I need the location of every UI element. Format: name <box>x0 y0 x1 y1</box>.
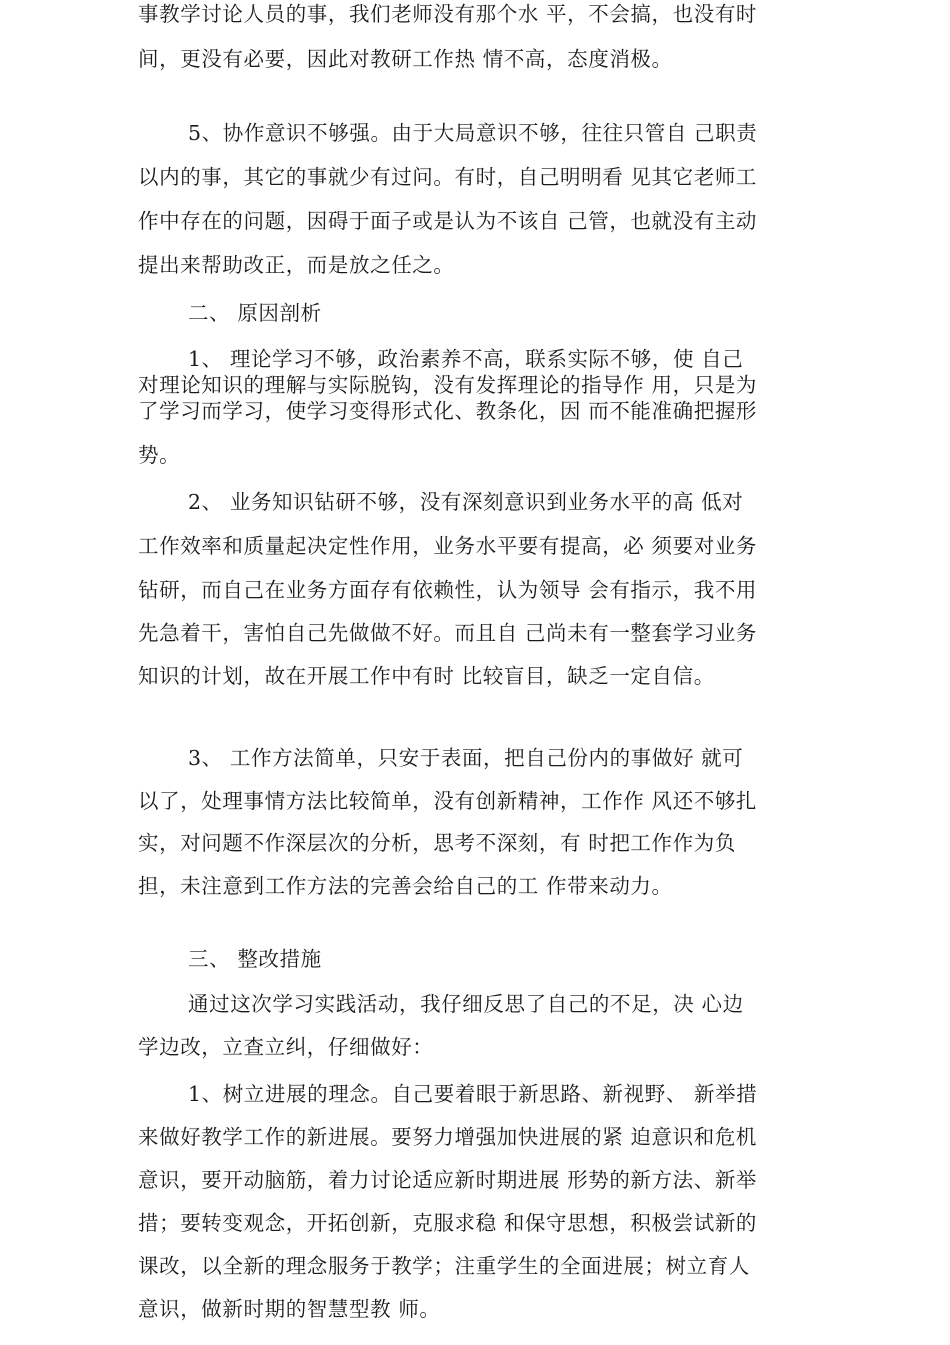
item5-line-3: 作中存在的问题，因碍于面子或是认为不该自 己管，也就没有主动 <box>138 209 758 233</box>
reason1-line-4: 势。 <box>138 443 181 467</box>
reason2-line-5: 知识的计划，故在开展工作中有时 比较盲目，缺乏一定自信。 <box>138 664 715 688</box>
reason3-line-1: 3、 工作方法简单，只安于表面，把自己份内的事做好 就可 <box>188 746 744 770</box>
intro-line-2: 间，更没有必要，因此对教研工作热 情不高，态度消极。 <box>138 47 673 71</box>
reason3-line-3: 实，对问题不作深层次的分析，思考不深刻，有 时把工作作为负 <box>138 831 736 855</box>
measure1-line-2: 来做好教学工作的新进展。要努力增强加快进展的紧 迫意识和危机 <box>138 1125 758 1149</box>
reason2-line-2: 工作效率和质量起决定性作用，业务水平要有提高，必 须要对业务 <box>138 534 758 558</box>
section-heading-causes: 二、 原因剖析 <box>188 301 322 325</box>
measures-intro-line-2: 学边改，立查立纠，仔细做好： <box>138 1035 434 1059</box>
intro-line-1: 事教学讨论人员的事，我们老师没有那个水 平，不会搞，也没有时 <box>138 2 758 26</box>
item5-line-2: 以内的事，其它的事就少有过问。有时，自己明明看 见其它老师工 <box>138 165 758 189</box>
measure1-line-1: 1、树立进展的理念。自己要着眼于新思路、新视野、 新举措 <box>188 1082 758 1106</box>
item5-line-1: 5、协作意识不够强。由于大局意识不够，往往只管自 己职责 <box>188 121 758 145</box>
measure1-line-3: 意识，要开动脑筋，着力讨论适应新时期进展 形势的新方法、新举 <box>138 1168 758 1192</box>
reason1-line-2: 对理论知识的理解与实际脱钩，没有发挥理论的指导作 用，只是为 <box>138 373 758 397</box>
reason1-line-3: 了学习而学习，使学习变得形式化、教条化，因 而不能准确把握形 <box>138 399 758 423</box>
section-heading-measures: 三、 整改措施 <box>188 947 322 971</box>
measure1-line-4: 措；要转变观念，开拓创新，克服求稳 和保守思想，积极尝试新的 <box>138 1211 758 1235</box>
reason3-line-4: 担，未注意到工作方法的完善会给自己的工 作带来动力。 <box>138 874 673 898</box>
item5-line-4: 提出来帮助改正，而是放之任之。 <box>138 253 455 277</box>
reason2-line-1: 2、 业务知识钻研不够，没有深刻意识到业务水平的高 低对 <box>188 490 744 514</box>
measure1-line-6: 意识，做新时期的智慧型教 师。 <box>138 1297 441 1321</box>
reason1-line-1: 1、 理论学习不够，政治素养不高，联系实际不够，使 自己 <box>188 347 744 371</box>
measure1-line-5: 课改，以全新的理念服务于教学；注重学生的全面进展；树立育人 <box>138 1254 750 1278</box>
measures-intro-line-1: 通过这次学习实践活动，我仔细反思了自己的不足，决 心边 <box>188 992 744 1016</box>
reason2-line-4: 先急着干，害怕自己先做做不好。而且自 己尚未有一整套学习业务 <box>138 621 758 645</box>
reason2-line-3: 钻研，而自己在业务方面存有依赖性，认为领导 会有指示，我不用 <box>138 578 758 602</box>
reason3-line-2: 以了，处理事情方法比较简单，没有创新精神，工作作 风还不够扎 <box>138 789 758 813</box>
